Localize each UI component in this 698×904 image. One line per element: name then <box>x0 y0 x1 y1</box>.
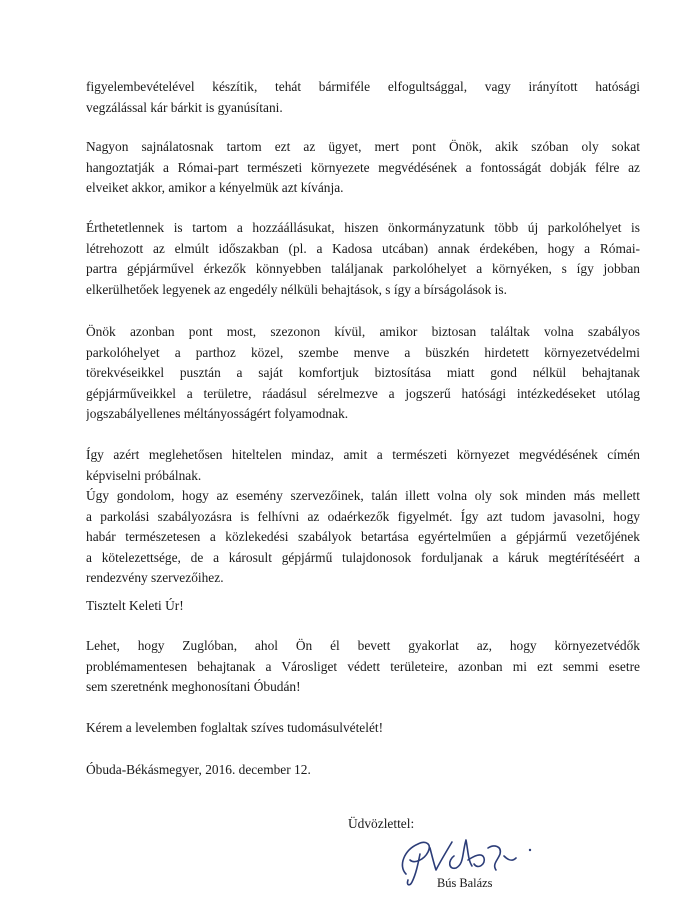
signer-name: Bús Balázs <box>437 876 493 890</box>
paragraph-4 <box>86 322 640 425</box>
text-line: gépjárműveikkel a területre, ráadásul sérelmezve a jogszerű hatósági intézkedéseket utólag <box>86 385 640 401</box>
text-line: partra gépjárművel érkezők könnyebben találjanak parkolóhelyet a környéken, s így jobban <box>86 261 640 276</box>
text-line: habár természetesen a közlekedési szabályok betartása egyértelműen a gépjármű vezetőjének <box>86 529 640 544</box>
text-line: a parkolási szabályozásra is felhívni az odaérkezők figyelmét. Így azt tudom javasolni, hogy <box>86 508 640 524</box>
text-line: elveiket akkor, amikor a kényelmük azt kívánja. <box>86 180 344 195</box>
text-line: a kötelezettsége, de a károsult gépjármű tulajdonosok forduljanak a káruk megtérítéséért a <box>86 549 640 565</box>
text-line: problémamentesen behajtanak a Városliget védett területeire, azonban mi ezt semmi esetre <box>86 658 640 674</box>
salutation: Tisztelt Keleti Úr! <box>86 598 184 613</box>
text-line: Lehet, hogy Zuglóban, ahol Ön él bevett gyakorlat az, hogy környezetvédők <box>86 638 640 653</box>
paragraph-2 <box>86 137 640 199</box>
request-line: Kérem a levelemben foglaltak szíves tudomásulvételét! <box>86 720 384 735</box>
paragraph-5 <box>86 445 640 486</box>
place-date: Óbuda-Békásmegyer, 2016. december 12. <box>86 762 311 777</box>
text-line: Úgy gondolom, hogy az esemény szervezőinek, talán illett volna oly sok minden más mellett <box>86 488 640 503</box>
paragraph-1 <box>86 77 640 118</box>
text-line: Érthetetlennek is tartom a hozzáállásukat, hiszen önkormányzatunk több új parkolóhelyet is <box>86 220 640 235</box>
paragraph-3 <box>86 218 640 300</box>
text-line: sem szeretnénk meghonosítani Óbudán! <box>86 679 301 694</box>
text-line: figyelembevételével készítik, tehát bármiféle elfogultsággal, vagy irányított hatósági <box>86 79 640 94</box>
text-line: Önök azonban pont most, szezonon kívül, amikor biztosan találtak volna szabályos <box>86 324 640 339</box>
text-line: jogszabályellenes méltányosságért folyamodnak. <box>86 406 349 421</box>
text-line: Nagyon sajnálatosnak tartom ezt az ügyet, mert pont Önök, akik szóban oly sokat <box>86 139 640 154</box>
text-line: rendezvény szervezőihez. <box>86 570 224 585</box>
text-line: törekvéseikkel pusztán a saját komfortjuk biztosítása miatt gond nélkül behajtanak <box>86 365 640 380</box>
closing-greeting: Üdvözlettel: <box>348 816 415 831</box>
text-line: hangoztatják a Római-part természeti környezete megvédésének a fontosságát dobják félre az <box>86 159 640 175</box>
text-line: létrehozott az elmúlt időszakban (pl. a Kadosa utcában) annak érdekében, hogy a Római- <box>86 240 640 256</box>
text-line: képviselni próbálnak. <box>86 467 202 483</box>
paragraph-6 <box>86 486 640 589</box>
text-line: parkolóhelyet a parthoz közel, szembe menve a büszkén hirdetett környezetvédelmi <box>86 344 640 360</box>
text-line: vegzálással kár bárkit is gyanúsítani. <box>86 99 283 115</box>
text-line: elkerülhetőek legyenek az engedély nélküli behajtások, s így a bírságolások is. <box>86 281 507 297</box>
paragraph-7 <box>86 636 640 698</box>
text-line: Így azért meglehetősen hiteltelen mindaz, amit a természeti környezet megvédésének címén <box>86 447 640 462</box>
